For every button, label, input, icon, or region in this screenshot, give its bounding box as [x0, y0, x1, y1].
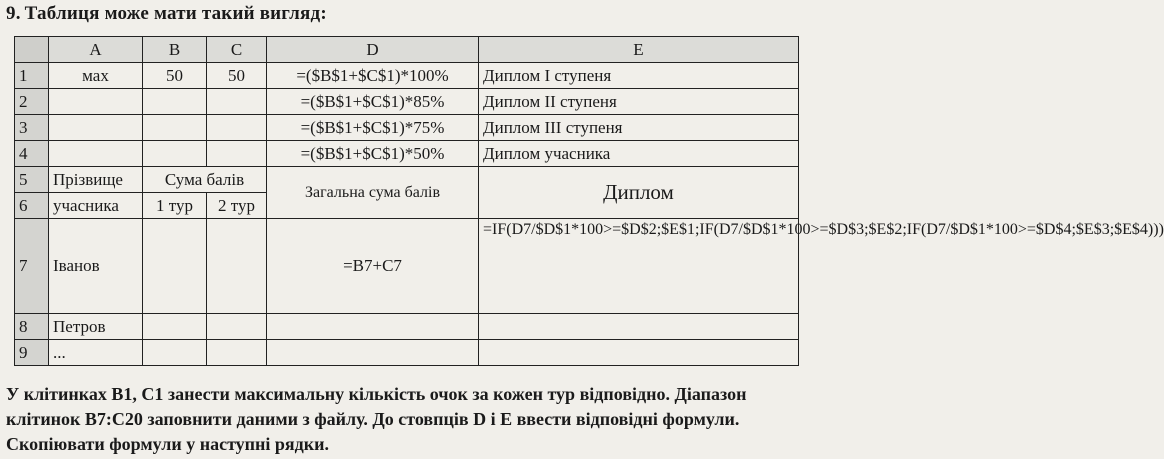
cell-c6[interactable]: 2 тур	[207, 193, 267, 219]
cell-c3[interactable]	[207, 115, 267, 141]
column-header-row	[15, 37, 799, 63]
cell-c8[interactable]	[207, 314, 267, 340]
cell-d7[interactable]: =B7+C7	[267, 219, 479, 314]
row-header-6[interactable]: 6	[15, 193, 49, 219]
row-header-8[interactable]: 8	[15, 314, 49, 340]
corner-cell[interactable]	[15, 37, 49, 63]
cell-d2[interactable]: =($B$1+$C$1)*85%	[267, 89, 479, 115]
cell-b7[interactable]	[143, 219, 207, 314]
row-header-5[interactable]: 5	[15, 167, 49, 193]
table-row	[15, 115, 799, 141]
cell-c7[interactable]	[207, 219, 267, 314]
cell-a1[interactable]: мах	[49, 63, 143, 89]
cell-a4[interactable]	[49, 141, 143, 167]
cell-a8[interactable]: Петров	[49, 314, 143, 340]
cell-a9[interactable]: ...	[49, 340, 143, 366]
instruction-paragraph: У клітинках В1, С1 занести максимальну кількість очок за кожен тур відповідно. Діапазон клітинок В7:С20 заповнити даними з файлу. До стовпців D і Е ввести відповідні формули. Скопіювати формули у наступні рядки.	[6, 384, 747, 454]
cell-d4[interactable]: =($B$1+$C$1)*50%	[267, 141, 479, 167]
column-header-a[interactable]: A	[49, 37, 143, 63]
cell-a5[interactable]: Прізвище	[49, 167, 143, 193]
cell-b2[interactable]	[143, 89, 207, 115]
cell-b4[interactable]	[143, 141, 207, 167]
exercise-title-text: Таблиця може мати такий вигляд:	[24, 3, 327, 24]
row-header-2[interactable]: 2	[15, 89, 49, 115]
cell-c9[interactable]	[207, 340, 267, 366]
cell-b8[interactable]	[143, 314, 207, 340]
column-header-e[interactable]: E	[479, 37, 799, 63]
table-row	[15, 89, 799, 115]
table-row	[15, 219, 799, 314]
row-header-1[interactable]: 1	[15, 63, 49, 89]
cell-e7[interactable]: =IF(D7/$D$1*100>=$D$2;$E$1;IF(D7/$D$1*100>=$D$3;$E$2;IF(D7/$D$1*100>=$D$4;$E$3;$E$4)))	[479, 219, 799, 314]
column-header-c[interactable]: C	[207, 37, 267, 63]
exercise-number: 9.	[6, 3, 21, 24]
column-header-d[interactable]: D	[267, 37, 479, 63]
cell-c2[interactable]	[207, 89, 267, 115]
column-header-b[interactable]: B	[143, 37, 207, 63]
cell-e4[interactable]: Диплом учасника	[479, 141, 799, 167]
cell-e1[interactable]: Диплом І ступеня	[479, 63, 799, 89]
cell-e8[interactable]	[479, 314, 799, 340]
cell-e5-e6[interactable]: Диплом	[479, 167, 799, 219]
cell-c1[interactable]: 50	[207, 63, 267, 89]
cell-d8[interactable]	[267, 314, 479, 340]
cell-b6[interactable]: 1 тур	[143, 193, 207, 219]
table-row	[15, 63, 799, 89]
table-row	[15, 141, 799, 167]
cell-a2[interactable]	[49, 89, 143, 115]
table-row	[15, 314, 799, 340]
cell-a3[interactable]	[49, 115, 143, 141]
table-row	[15, 167, 799, 193]
cell-e2[interactable]: Диплом ІІ ступеня	[479, 89, 799, 115]
cell-b5-c5[interactable]: Сума балів	[143, 167, 267, 193]
row-header-7[interactable]: 7	[15, 219, 49, 314]
cell-b3[interactable]	[143, 115, 207, 141]
table-row	[15, 340, 799, 366]
cell-e9[interactable]	[479, 340, 799, 366]
cell-b9[interactable]	[143, 340, 207, 366]
row-header-3[interactable]: 3	[15, 115, 49, 141]
row-header-9[interactable]: 9	[15, 340, 49, 366]
cell-d1[interactable]: =($B$1+$C$1)*100%	[267, 63, 479, 89]
cell-d9[interactable]	[267, 340, 479, 366]
cell-b1[interactable]: 50	[143, 63, 207, 89]
cell-c4[interactable]	[207, 141, 267, 167]
cell-a6[interactable]: учасника	[49, 193, 143, 219]
cell-d5-d6[interactable]: Загальна сума балів	[267, 167, 479, 219]
cell-d3[interactable]: =($B$1+$C$1)*75%	[267, 115, 479, 141]
exercise-title	[6, 3, 327, 25]
cell-a7[interactable]: Іванов	[49, 219, 143, 314]
cell-e3[interactable]: Диплом ІІІ ступеня	[479, 115, 799, 141]
spreadsheet-table	[14, 36, 1164, 366]
row-header-4[interactable]: 4	[15, 141, 49, 167]
